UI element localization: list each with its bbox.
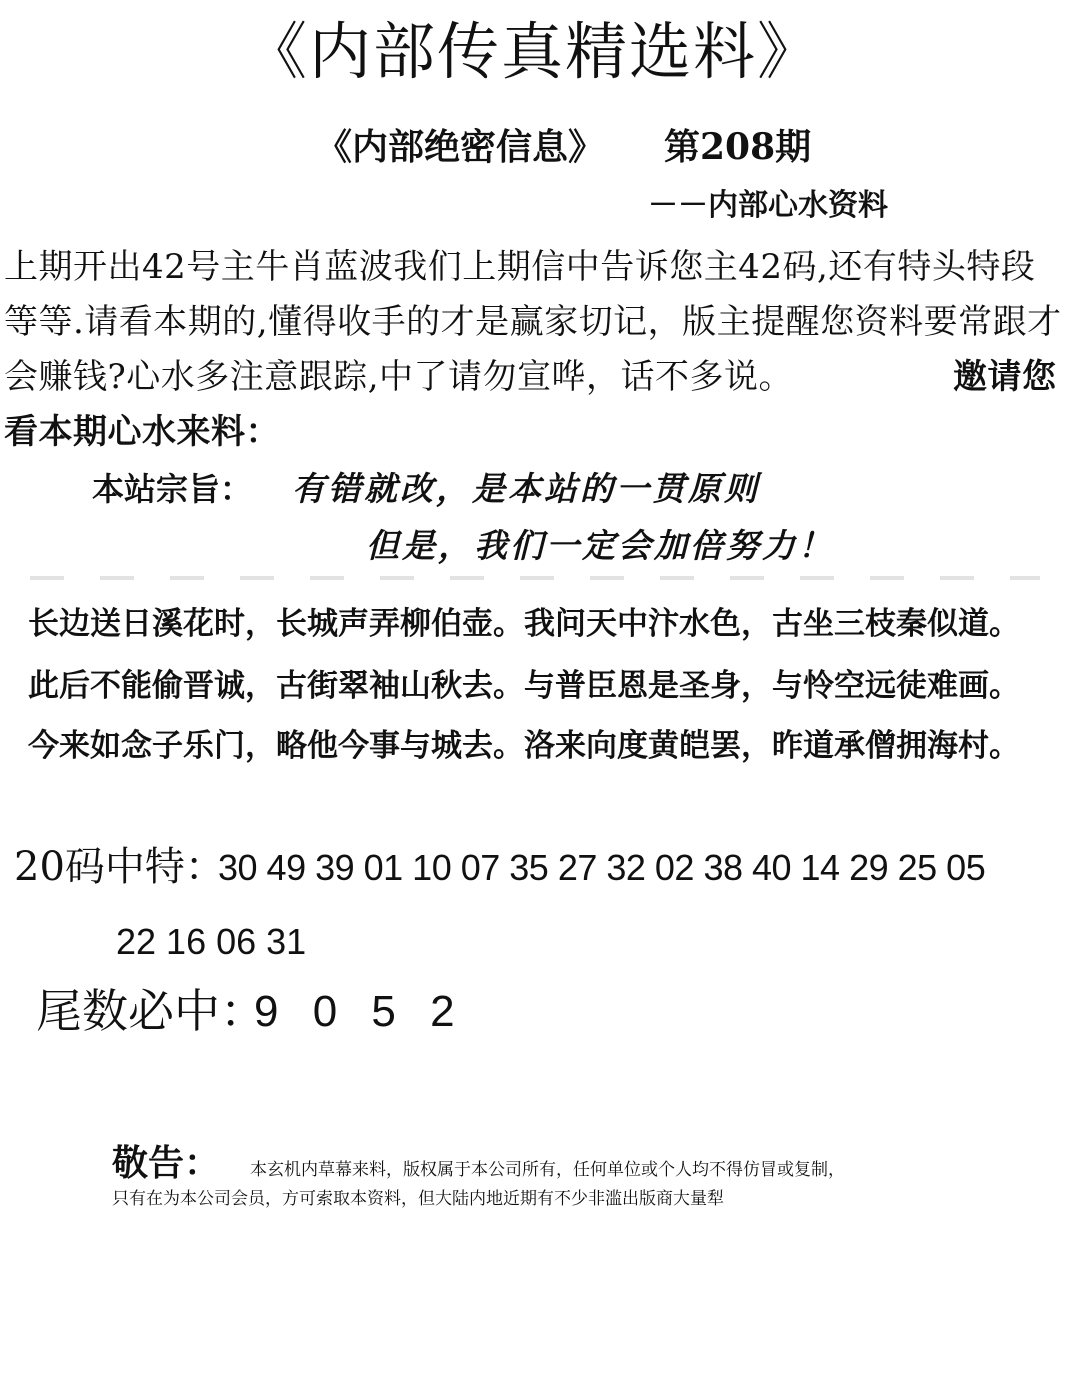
- numbers-line-2: 22 16 06 31: [116, 921, 307, 962]
- tail-digits: 9 0 5 2: [254, 987, 455, 1036]
- notice-label: 敬告：: [112, 1142, 221, 1184]
- mission-line-1: 有错就改，是本站的一贯原则: [292, 469, 760, 508]
- poem-line: 今来如念子乐门，略他今事与城去。洛来向度黄皑罢，昨道承僧拥海村。: [28, 728, 1020, 764]
- numbers-line-1: 30 49 39 01 10 07 35 27 32 02 38 40 14 29 25 05: [218, 847, 986, 888]
- intro-text: 上期开出42号主牛肖蓝波我们上期信中告诉您主42码,还有特头特段等等.请看本期的,懂得收手的才是赢家切记，版主提醒您资料要常跟才会赚钱?心水多注意跟踪,中了请勿宣哗，话不多说。: [4, 247, 1062, 397]
- intro-invite: 邀请您看本期心水来料：: [4, 357, 1057, 452]
- source-line: －－内部心水资料: [648, 188, 888, 223]
- notice-line-1: 本玄机内草幕来料，版权属于本公司所有，任何单位或个人均不得仿冒或复制，: [250, 1160, 845, 1180]
- mission-label: 本站宗旨：: [92, 470, 253, 508]
- notice-line-2: 只有在为本公司会员，方可索取本资料，但大陆内地近期有不少非滥出版商大量犁: [112, 1189, 724, 1209]
- poem-line: 长边送日溪花时，长城声弄柳伯壶。我问天中汴水色，古坐三枝秦似道。: [28, 606, 1020, 642]
- intro-paragraph: [4, 240, 1064, 460]
- page-title: 《内部传真精选料》: [244, 15, 821, 88]
- tail-label: 尾数必中：: [36, 984, 266, 1038]
- scan-noise-divider: [30, 576, 1040, 580]
- numbers-label: 20码中特：: [14, 844, 225, 890]
- issue-number: 第208期: [664, 126, 812, 168]
- poem-line: 此后不能偷晋诚，古街翠袖山秋去。与普臣恩是圣身，与怜空远徒难画。: [28, 668, 1020, 704]
- mission-line-2: 但是，我们一定会加倍努力！: [366, 526, 834, 565]
- subtitle: 《内部绝密信息》: [316, 126, 605, 168]
